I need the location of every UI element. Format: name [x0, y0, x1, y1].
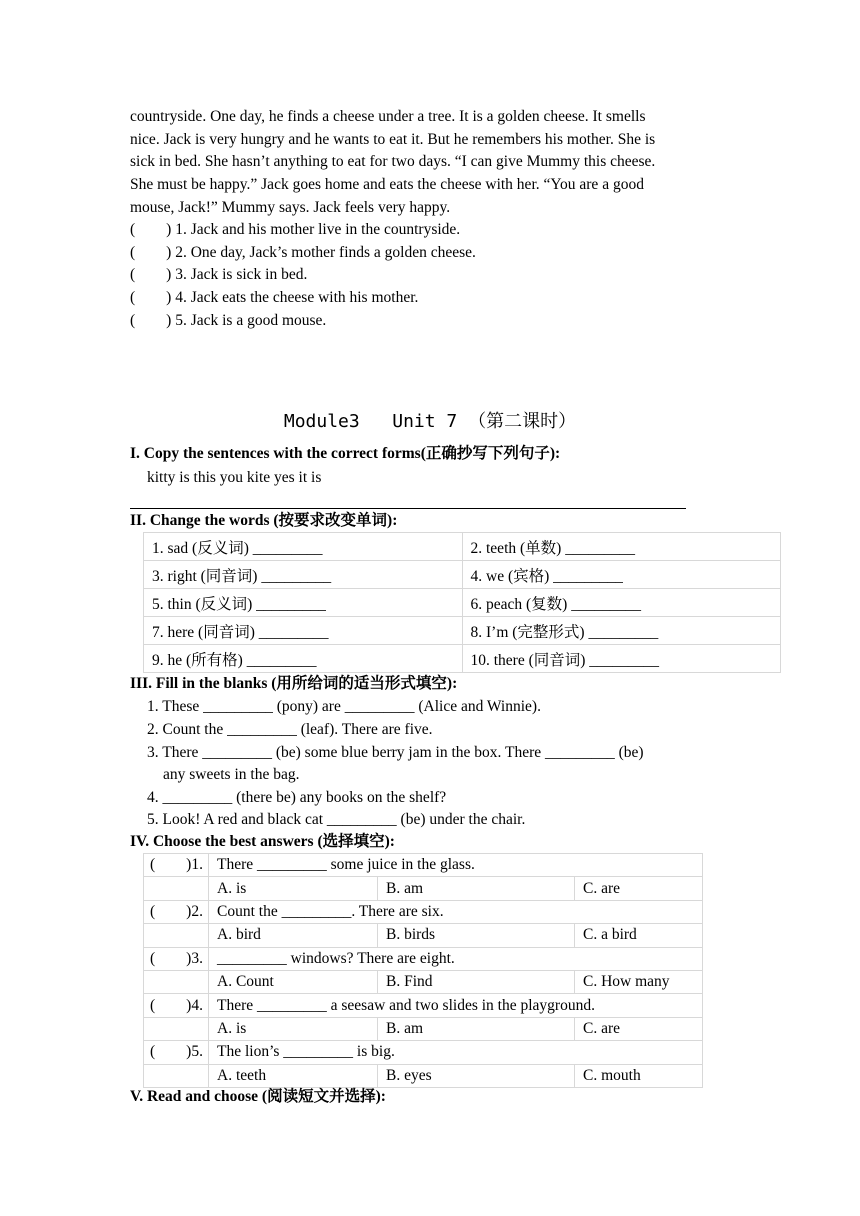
option-a: A. bird [209, 924, 378, 947]
option-b: B. eyes [378, 1064, 575, 1087]
fill-blank-line: any sweets in the bag. [163, 766, 300, 783]
tf-item: ( ) 4. Jack eats the cheese with his mother. [130, 289, 419, 306]
option-b: B. Find [378, 970, 575, 993]
tf-item: ( ) 3. Jack is sick in bed. [130, 266, 308, 283]
option-c: C. are [575, 1017, 703, 1040]
change-words-table [143, 532, 781, 673]
tf-item: ( ) 5. Jack is a good mouse. [130, 312, 327, 329]
question-stem: There _________ some juice in the glass. [209, 854, 703, 877]
option-b: B. am [378, 1017, 575, 1040]
passage-line: countryside. One day, he finds a cheese under a tree. It is a golden cheese. It smells [130, 108, 646, 125]
table-row [144, 645, 781, 673]
table-cell: 3. right (同音词) _________ [144, 561, 463, 589]
passage-line: She must be happy.” Jack goes home and eats the cheese with her. “You are a good [130, 176, 644, 193]
option-c: C. are [575, 877, 703, 900]
tf-item: ( ) 2. One day, Jack’s mother finds a golden cheese. [130, 244, 476, 261]
option-c: C. a bird [575, 924, 703, 947]
question-number: ( )3. [144, 947, 209, 970]
table-row [144, 1064, 703, 1087]
section-4-heading: IV. Choose the best answers (选择填空): [130, 833, 395, 850]
option-b: B. birds [378, 924, 575, 947]
passage-line: nice. Jack is very hungry and he wants to eat it. But he remembers his mother. She is [130, 131, 656, 148]
passage-line: mouse, Jack!” Mummy says. Jack feels very happy. [130, 199, 451, 216]
table-cell: 7. here (同音词) _________ [144, 617, 463, 645]
option-a: A. Count [209, 970, 378, 993]
question-stem: The lion’s _________ is big. [209, 1041, 703, 1064]
table-row [144, 900, 703, 923]
table-row [144, 947, 703, 970]
table-cell: 10. there (同音词) _________ [462, 645, 781, 673]
table-row [144, 1017, 703, 1040]
choose-answers-table [143, 853, 703, 1088]
table-row [144, 970, 703, 993]
option-c: C. How many [575, 970, 703, 993]
question-stem: _________ windows? There are eight. [209, 947, 703, 970]
lesson-title: Module3 Unit 7 （第二课时） [283, 411, 577, 432]
table-row [144, 533, 781, 561]
table-row [144, 854, 703, 877]
table-cell: 2. teeth (单数) _________ [462, 533, 781, 561]
table-row [144, 994, 703, 1017]
fill-blank-line: 5. Look! A red and black cat _________ (be) under the chair. [147, 811, 526, 828]
fill-blank-line: 1. These _________ (pony) are _________ (Alice and Winnie). [147, 698, 541, 715]
fill-blank-line: 2. Count the _________ (leaf). There are five. [147, 721, 433, 738]
option-c: C. mouth [575, 1064, 703, 1087]
question-number: ( )1. [144, 854, 209, 877]
table-cell: 4. we (宾格) _________ [462, 561, 781, 589]
fill-blank-line: 3. There _________ (be) some blue berry jam in the box. There _________ (be) [147, 744, 644, 761]
option-a: A. is [209, 1017, 378, 1040]
section-5-heading: V. Read and choose (阅读短文并选择): [130, 1088, 386, 1105]
table-cell: 6. peach (复数) _________ [462, 589, 781, 617]
question-stem: Count the _________. There are six. [209, 900, 703, 923]
option-b: B. am [378, 877, 575, 900]
tf-item: ( ) 1. Jack and his mother live in the countryside. [130, 221, 461, 238]
table-row [144, 877, 703, 900]
question-number: ( )5. [144, 1041, 209, 1064]
table-row [144, 924, 703, 947]
table-cell: 1. sad (反义词) _________ [144, 533, 463, 561]
table-row [144, 1041, 703, 1064]
option-a: A. teeth [209, 1064, 378, 1087]
section-2-heading: II. Change the words (按要求改变单词): [130, 512, 398, 529]
table-cell: 9. he (所有格) _________ [144, 645, 463, 673]
table-cell: 5. thin (反义词) _________ [144, 589, 463, 617]
question-number: ( )4. [144, 994, 209, 1017]
copy-sentence: kitty is this you kite yes it is [147, 469, 322, 486]
copy-answer-line [130, 508, 686, 509]
table-cell: 8. I’m (完整形式) _________ [462, 617, 781, 645]
question-number: ( )2. [144, 900, 209, 923]
fill-blank-line: 4. _________ (there be) any books on the shelf? [147, 789, 447, 806]
table-row [144, 617, 781, 645]
section-1-heading: I. Copy the sentences with the correct forms(正确抄写下列句子): [130, 445, 561, 462]
question-stem: There _________ a seesaw and two slides in the playground. [209, 994, 703, 1017]
passage-line: sick in bed. She hasn’t anything to eat for two days. “I can give Mummy this cheese. [130, 153, 656, 170]
option-a: A. is [209, 877, 378, 900]
table-row [144, 561, 781, 589]
table-row [144, 589, 781, 617]
section-3-heading: III. Fill in the blanks (用所给词的适当形式填空): [130, 675, 458, 692]
